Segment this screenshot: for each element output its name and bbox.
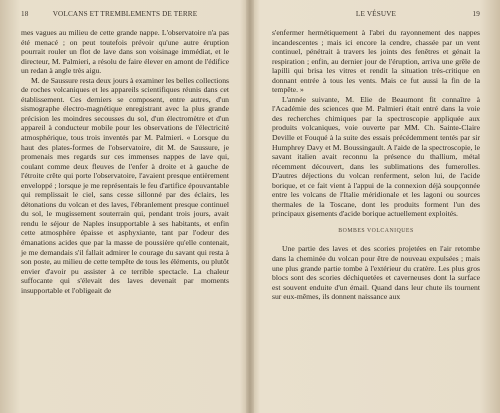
right-page-body (272, 28, 480, 302)
left-paragraph: M. de Saussure resta deux jours à examiner les belles collections de roches volcaniques et les appareils scientifiques réunis dans cet établissement. Ces derniers se composent, entre autres, d'un sismographe électro-magnétique enregistrant avec la plus grande précision les moindres secousses du sol, d'un électromètre et d'un appareil à conducteur mobile pour les observations de l'électricité atmosphérique, tous trois inventés par M. Palmieri. « Lorsque du haut des plates-formes de l'observatoire, dit M. de Saussure, je promenais mes regards sur ces immenses nappes de lave qui, coulant comme deux fleuves de l'enfer à droite et à gauche de l'étroite crête qui porte l'observatoire, l'avaient presque entièrement enveloppé ; lorsque je me représentais le feu d'artifice épouvantable qui remplissait le ciel, sans cesse sillonné par des éclairs, les détonations du volcan et des laves, l'ébranlement presque continuel du sol, le mugissement souterrain qui, pendant trois jours, avait rendu le séjour de Naples insupportable à ses habitants, et enfin cette atmosphère épaisse et asphyxiante, tant par l'odeur des émanations acides que par la masse de poussière qu'elle contenait, je me demandais s'il fallait admirer le courage du savant qui resta à son poste, au milieu de cette tempête de tous les éléments, ou plutôt envier d'avoir pu assister à ce terrible spectacle. La chaleur suffocante qui s'élevait des laves devenait par moments insupportable et l'obligeait de (21, 75, 229, 295)
left-running-head: VOLCANS ET TREMBLEMENTS DE TERRE (52, 10, 198, 18)
right-page (258, 0, 494, 413)
book-gutter (246, 0, 254, 413)
left-page (7, 0, 243, 413)
right-paragraph: Une partie des laves et des scories projetées en l'air retombe dans la cheminée du volcan pour être de nouveau expulsées ; mais une plus grande partie tombe à l'extérieur du cratère. Les plus gros blocs sont des scories déchiquetées et caverneuses dont la surface est souvent enduite d'un émail. Quand dans leur chute ils tournent sur eux-mêmes, ils donnent naissance aux (272, 244, 480, 302)
left-page-number: 18 (21, 10, 29, 18)
right-page-number: 19 (472, 10, 480, 18)
right-paragraph: L'année suivante, M. Elie de Beaumont fit connaître à l'Académie des sciences que M. Palmieri était entré dans la voie des recherches chimiques par la spectroscopie appliquée aux produits volcaniques, voie ouverte par MM. Ch. Sainte-Claire Deville et Fouqué à la suite des essais précédemment tentés par sir Humphrey Davy et M. Boussingault. A l'aide de la spectroscopie, le savant italien avait reconnu la présence du thallium, métal récemment découvert, dans les sublimations des fumerolles. D'autres déjections du volcan renferment, selon lui, de l'acide borique, et ce fait vient à l'appui de la connexion déjà soupçonnée entre les volcans de l'Italie méridionale et les lagoni ou sources thermales de la Toscane, dont les produits forment l'un des principaux gisements d'acide borique actuellement exploités. (272, 94, 480, 219)
right-running-head: LE VÉSUVE (355, 10, 397, 18)
right-paragraph: s'enfermer hermétiquement à l'abri du rayonnement des nappes incandescentes ; mais ici encore la cendre, chassée par un vent continuel, pénétrait à travers les joints des fenêtres et génait la respiration ; enfin, au dernier jour de l'éruption, arriva une grêle de lapilli qui brisa les vitres et rendit la situation très-critique en donnant entrée à tous les vents. Mais ce fut aussi la fin de la tempête. » (272, 28, 480, 95)
left-page-header (21, 10, 229, 22)
section-title: BOMBES VOLCANIQUES (338, 227, 414, 234)
right-page-header (272, 10, 480, 22)
left-page-body (21, 28, 229, 295)
left-paragraph: mes vagues au milieu de cette grande nappe. L'observatoire n'a pas été menacé ; on peut toutefois prévoir qu'une autre éruption pourrait rouler un flot de lave dans son voisinage immédiat, et le directeur, M. Palmieri, a résolu de faire élever en amont de l'édifice un redan à angle très aigu. (21, 28, 229, 76)
